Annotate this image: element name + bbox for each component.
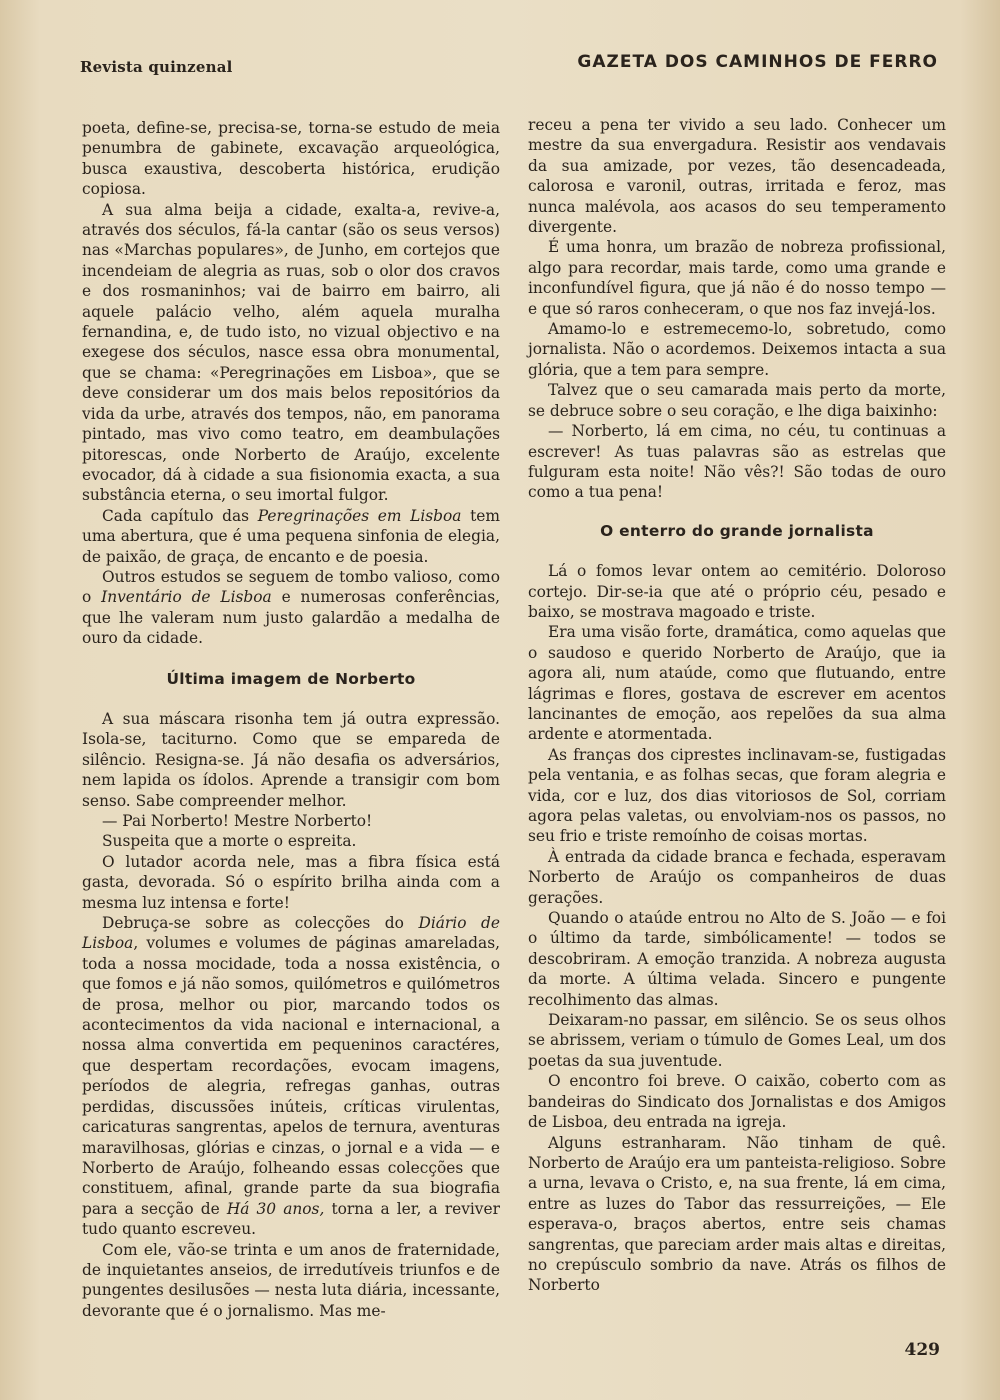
paragraph: receu a pena ter vivido a seu lado. Conhecer um mestre da sua envergadura. Resistir aos vendavais da sua amizade, por vezes, tão desencadeada, calorosa e varonil, outras, irritada e feroz, mas nunca malévola, aos acasos do seu temperamento divergente. xyxy=(528,116,946,237)
paragraph: Suspeita que a morte o espreita. xyxy=(102,832,357,851)
paragraph: A sua máscara risonha tem já outra expressão. Isola-se, taciturno. Como que se empareda de silêncio. Resigna-se. Já não desafia os adversários, nem lapida os ídolos. Aprende a transigir com bom senso. Sabe compreender melhor. xyxy=(82,709,500,810)
paragraph: Outros estudos se seguem de tombo valioso, como o Inventário de Lisboa e numerosas conferências, que lhe valeram num justo galardão a medalha de ouro da cidade. xyxy=(82,567,500,648)
paragraph: O lutador acorda nele, mas a fibra física está gasta, devorada. Só o espírito brilha ainda com a mesma luz intensa e forte! xyxy=(82,852,500,912)
paragraph: Com ele, vão-se trinta e um anos de fraternidade, de inquietantes anseios, de irredutíveis triunfos e de pungentes desilusões — nesta luta diária, incessante, devorante que é o jornalismo. Mas me- xyxy=(82,1240,500,1320)
paragraph: O encontro foi breve. O caixão, coberto com as bandeiras do Sindicato dos Jornalistas e dos Amigos de Lisboa, deu entrada na igreja. xyxy=(528,1072,946,1132)
paragraph: Alguns estranharam. Não tinham de quê. Norberto de Araújo era um panteista-religioso. Sobre a urna, levava o Cristo, e, na sua frente, lá em cima, entre as luzes do Tabor das ressurreições, — Ele esperava-o, braços abertos, entre seis chamas sangrentas, que pareciam arder mais altas e direitas, no crepúsculo sombrio da nave. Atrás os filhos de Norberto xyxy=(528,1133,946,1295)
paragraph: Deixaram-no passar, em silêncio. Se os seus olhos se abrissem, veriam o túmulo de Gomes Leal, um dos poetas da sua juventude. xyxy=(528,1011,946,1070)
running-header-right: GAZETA DOS CAMINHOS DE FERRO xyxy=(577,52,938,72)
paragraph: Cada capítulo das Peregrinações em Lisboa tem uma abertura, que é uma pequena sinfonia de elegia, de paixão, de graça, de encanto e de poesia. xyxy=(82,506,500,566)
paragraph: As franças dos ciprestes inclinavam-se, fustigadas pela ventania, e as folhas secas, que foram alegria e vida, cor e luz, dos dias vitoriosos de Sol, corriam agora pelas valetas, ou envolviam-nos os passos, no seu frio e triste remoínho de coisas mortas. xyxy=(528,745,946,846)
section-title: Há 30 anos, xyxy=(226,1199,325,1218)
paragraph: Debruça-se sobre as colecções do Diário de Lisboa, volumes e volumes de páginas amareladas, toda a nossa mocidade, toda a nossa existência, o que fomos e já não somos, quilómetros e quilómetros de prosa, melhor ou pior, marcando todos os acontecimentos da vida nacional e internacional, a nossa alma convertida em pequeninos caractéres, que despertam recordações, evocam imagens, períodos de alegria, refregas ganhas, outras perdidas, discussões inúteis, críticas virulentas, caricaturas sangrentas, apelos de ternura, aventuras maravilhosas, glórias e cinzas, o jornal e a vida — e Norberto de Araújo, folheando essas colecções que constituem, afinal, grande parte da sua biografia para a secção de Há 30 anos, torna a ler, a reviver tudo quanto escreveu. xyxy=(82,914,500,1239)
book-title: Peregrinações em Lisboa xyxy=(257,506,462,525)
paragraph: Quando o ataúde entrou no Alto de S. João — e foi o último da tarde, simbólicamente! — todos se descobriram. A emoção tranzida. A nobreza augusta da morte. A última velada. Sincero e pungente recolhimento das almas. xyxy=(528,909,946,1009)
paragraph: Lá o fomos levar ontem ao cemitério. Doloroso cortejo. Dir-se-ia que até o próprio céu, pesado e baixo, se mostrava magoado e triste. xyxy=(528,562,946,621)
paragraph: Era uma visão forte, dramática, como aquelas que o saudoso e querido Norberto de Araújo, que ia agora ali, num ataúde, como que flutuando, entre lágrimas e flores, gostava de escrever em acentos lancinantes de emoção, aos repelões da sua alma ardente e atormentada. xyxy=(528,623,946,744)
paragraph: poeta, define-se, precisa-se, torna-se estudo de meia penumbra de gabinete, excavação arqueológica, busca exaustiva, descoberta histórica, erudição copiosa. xyxy=(82,119,500,199)
book-title: Inventário de Lisboa xyxy=(101,588,272,607)
section-heading: Última imagem de Norberto xyxy=(166,669,416,688)
right-column xyxy=(528,115,946,1296)
running-header-left: Revista quinzenal xyxy=(80,58,233,76)
page-number: 429 xyxy=(904,1340,940,1360)
paragraph: É uma honra, um brazão de nobreza profissional, algo para recordar, mais tarde, como uma grande e inconfundível figura, que já não é do nosso tempo — e que só raros conheceram, o que nos faz invejá-los. xyxy=(528,238,946,318)
paragraph: A sua alma beija a cidade, exalta-a, revive-a, através dos séculos, fá-la cantar (são os seus versos) nas «Marchas populares», de Junho, em cortejos que incendeiam de alegria as ruas, sob o olor dos cravos e dos rosmaninhos; vai de bairro em bairro, ali aquele palácio velho, além aquela muralha fernandina, e, de tudo isto, no vizual objectivo e na exegese dos séculos, nasce essa obra monumental, que se chama: «Peregrinações em Lisboa», que se deve considerar um dos mais belos repositórios da vida da urbe, através dos tempos, não, em panorama pintado, mas vivo como teatro, em deambulações pitorescas, onde Norberto de Araújo, excelente evocador, dá à cidade a sua fisionomia exacta, a sua substância eterna, o seu imortal fulgor. xyxy=(82,200,500,505)
section-heading: O enterro do grande jornalista xyxy=(600,521,874,540)
paragraph: — Norberto, lá em cima, no céu, tu continuas a escrever! As tuas palavras são as estrelas que fulguram esta noite! Não vês?! São todas de ouro como a tua pena! xyxy=(528,422,946,502)
paragraph: Talvez que o seu camarada mais perto da morte, se debruce sobre o seu coração, e lhe diga baixinho: xyxy=(528,381,946,420)
newspaper-title: Diário de Lisboa xyxy=(82,914,500,953)
paragraph: — Pai Norberto! Mestre Norberto! xyxy=(102,812,373,830)
paragraph: À entrada da cidade branca e fechada, esperavam Norberto de Araújo os companheiros de duas gerações. xyxy=(528,847,946,907)
left-column xyxy=(82,118,500,1321)
paragraph: Amamo-lo e estremecemo-lo, sobretudo, como jornalista. Não o acordemos. Deixemos intacta a sua glória, que a tem para sempre. xyxy=(528,320,946,379)
